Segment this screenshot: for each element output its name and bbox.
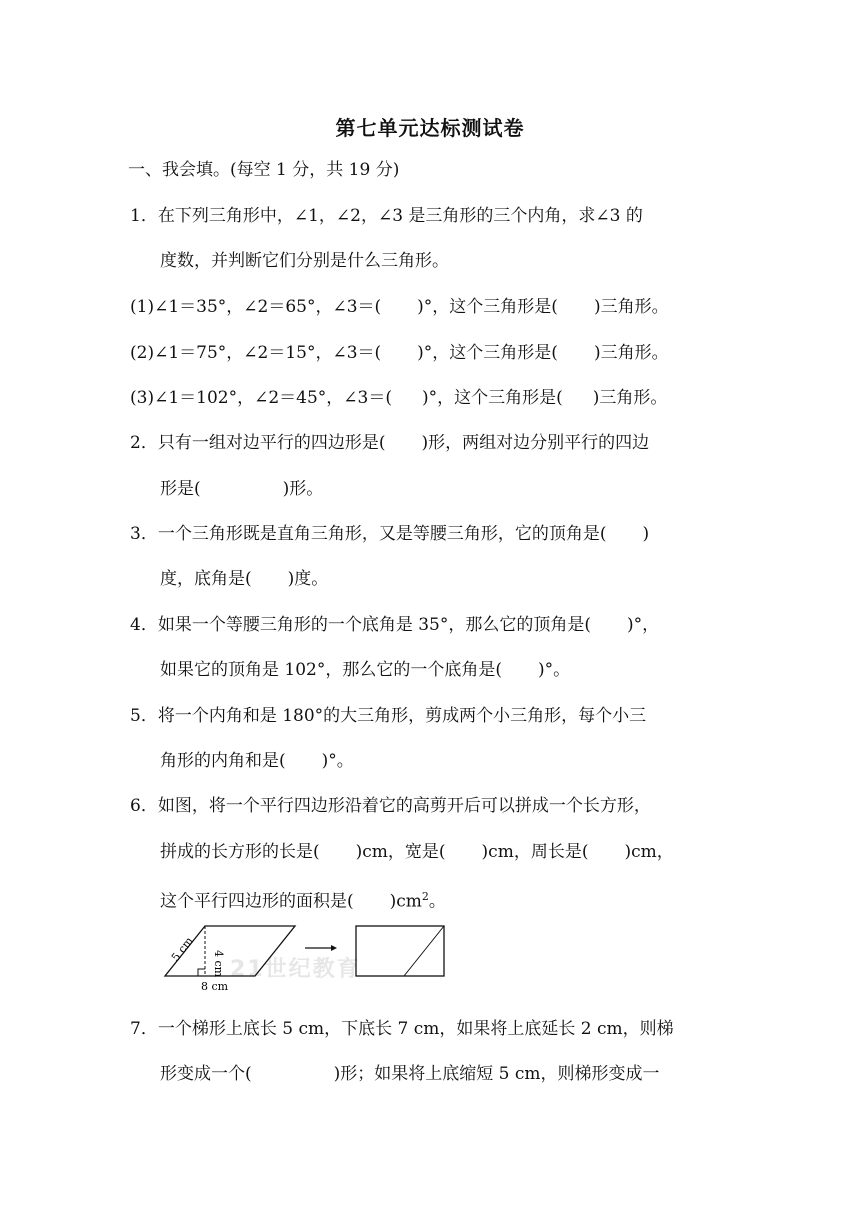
question-text: )cm	[389, 891, 422, 912]
question-text: 度，底角是(	[160, 569, 252, 589]
question-text: )形；如果将上底缩短 5 cm，则梯形变成一	[333, 1064, 660, 1084]
question-text: )°，	[627, 615, 660, 635]
question-5-line-1	[130, 704, 646, 728]
question-text: 形是(	[160, 479, 201, 499]
page-title: 第七单元达标测试卷	[335, 116, 525, 140]
question-text: )°。	[537, 660, 571, 680]
sub-text: )三角形。	[593, 343, 669, 363]
question-text: 只有一组对边平行的四边形是(	[157, 433, 386, 453]
question-1-line-2: 度数，并判断它们分别是什么三角形。	[160, 251, 449, 271]
question-text: )	[642, 524, 650, 544]
base-label: 8 cm	[201, 980, 229, 992]
question-text: 如果它的顶角是 102°，那么它的一个底角是(	[160, 660, 502, 680]
question-text: 将一个内角和是 180°的大三角形，剪成两个小三角形，每个小三	[157, 706, 647, 726]
question-text: )cm，周长是(	[481, 842, 589, 862]
question-number: 4．	[130, 615, 158, 635]
question-text: 形变成一个(	[160, 1064, 252, 1084]
question-6-line-2	[160, 840, 674, 864]
sub-text: )三角形。	[592, 388, 668, 408]
sub-text: )°，这个三角形是(	[417, 297, 558, 317]
question-text: )cm，	[624, 842, 674, 862]
watermark: 21世纪教育	[230, 957, 361, 982]
question-text: )°。	[321, 751, 354, 771]
cut-line	[404, 926, 444, 976]
question-4-line-2	[160, 658, 570, 682]
question-3-line-2	[160, 567, 328, 591]
question-7-line-1	[130, 1017, 674, 1041]
question-text: 。	[428, 891, 446, 912]
superscript: 2	[421, 890, 429, 903]
question-text: )形。	[282, 479, 324, 499]
question-2-line-2	[160, 477, 323, 501]
question-text: 在下列三角形中，∠1，∠2，∠3 是三角形的三个内角，求∠3 的	[157, 206, 643, 226]
question-6-line-1	[130, 794, 651, 818]
question-text: 拼成的长方形的长是(	[160, 842, 320, 862]
question-2-line-1	[130, 431, 649, 455]
question-text: 如果一个等腰三角形的一个底角是 35°，那么它的顶角是(	[157, 615, 591, 635]
sub-text: (3)∠1＝102°，∠2＝45°，∠3＝(	[130, 388, 392, 408]
question-4-line-1	[130, 613, 659, 637]
question-text: 如图，将一个平行四边形沿着它的高剪开后可以拼成一个长方形，	[157, 796, 651, 816]
question-number: 1．	[130, 206, 158, 226]
parallelogram-figure	[155, 922, 455, 992]
question-text: )度。	[287, 569, 329, 589]
question-3-line-1	[130, 522, 649, 546]
sub-text: )°，这个三角形是(	[417, 343, 558, 363]
question-text: 一个三角形既是直角三角形，又是等腰三角形，它的顶角是(	[157, 524, 607, 544]
question-text: 角形的内角和是(	[160, 751, 286, 771]
question-number: 3．	[130, 524, 158, 544]
sub-text: (1)∠1＝35°，∠2＝65°，∠3＝(	[130, 297, 382, 317]
section-heading: 一、我会填。(每空 1 分，共 19 分)	[128, 160, 400, 180]
right-angle-mark	[198, 969, 205, 976]
sub-text: )°，这个三角形是(	[421, 388, 563, 408]
rectangle-shape	[356, 926, 444, 976]
sub-text: (2)∠1＝75°，∠2＝15°，∠3＝(	[130, 343, 382, 363]
question-text: )形，两组对边分别平行的四边	[421, 433, 650, 453]
sub-text: )三角形。	[593, 297, 669, 317]
question-number: 2．	[130, 433, 158, 453]
question-number: 5．	[130, 706, 158, 726]
question-1-line-1	[130, 204, 643, 228]
question-1-sub-1	[130, 295, 669, 319]
side-label: 5 cm	[168, 934, 196, 964]
question-5-line-2	[160, 749, 354, 773]
question-number: 6．	[130, 796, 158, 816]
question-text: 一个梯形上底长 5 cm，下底长 7 cm，如果将上底延长 2 cm，则梯	[157, 1019, 674, 1039]
question-text: 这个平行四边形的面积是(	[160, 891, 354, 912]
question-number: 7．	[130, 1019, 158, 1039]
height-label: 4 cm	[212, 950, 225, 978]
question-7-line-2	[160, 1062, 660, 1086]
question-text: )cm，宽是(	[355, 842, 446, 862]
question-6-line-3	[160, 885, 446, 914]
arrow-head	[331, 945, 337, 951]
question-1-sub-3	[130, 386, 667, 410]
question-1-sub-2	[130, 341, 669, 365]
